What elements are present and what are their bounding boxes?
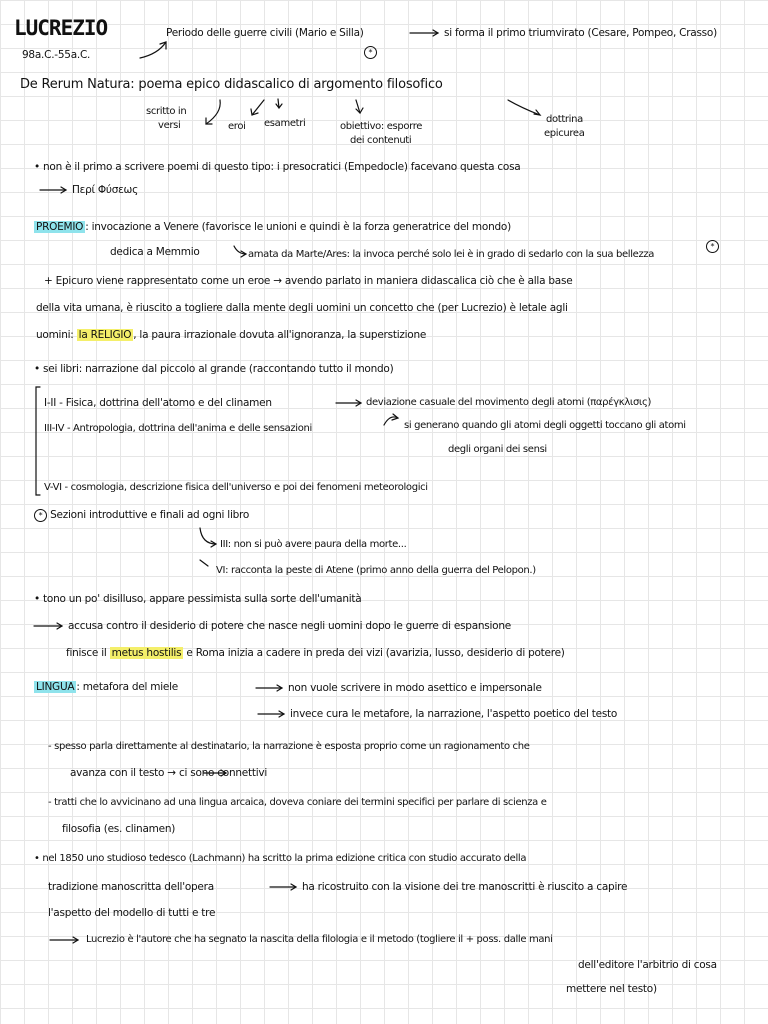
proemio-line xyxy=(34,220,511,234)
label-scritto: scritto in xyxy=(146,106,187,117)
proemio-text: : invocazione a Venere (favorisce le unioni e quindi è la forza generatrice del mondo) xyxy=(85,221,511,233)
deviazione-text: deviazione casuale del movimento degli atomi (παρέγκλισις) xyxy=(366,397,652,408)
label-obiettivo: obiettivo: esporre xyxy=(340,121,423,132)
star-note-marker: * xyxy=(364,42,377,61)
lachmann-line-1: • nel 1850 uno studioso tedesco (Lachmann) ha scritto la prima edizione critica con studio accurato della xyxy=(34,853,527,864)
sezioni-line: * Sezioni introduttive e finali ad ogni libro xyxy=(34,508,249,522)
lachmann-line-2: tradizione manoscritta dell'opera xyxy=(48,881,214,893)
amata-text: amata da Marte/Ares: la invoca perché solo lei è in grado di sedarlo con la sua bellezza xyxy=(248,249,655,260)
dates-text: 98a.C.-55a.C. xyxy=(22,49,91,61)
spesso-line-1: - spesso parla direttamente al destinatario, la narrazione è esposta proprio come un ragionamento che xyxy=(48,741,530,752)
tratti-line-2: filosofia (es. clinamen) xyxy=(62,823,176,835)
dedica-text: dedica a Memmio xyxy=(110,246,200,258)
page-title: LUCREZIO xyxy=(14,16,108,40)
vita-line: della vita umana, è riuscito a togliere dalla mente degli uomini un concetto che (per Lucrezio) è letale agli xyxy=(36,302,568,314)
triumvirato-text: si forma il primo triumvirato (Cesare, Pompeo, Crasso) xyxy=(444,27,717,39)
label-contenuti: dei contenuti xyxy=(350,135,412,146)
peri-physeos-line: Περί Φύσεως xyxy=(72,184,139,196)
lingua-tag: LINGUA xyxy=(36,681,75,693)
ricostruito-text: ha ricostruito con la visione dei tre manoscritti è riuscito a capire xyxy=(302,881,628,893)
periodo-text: Periodo delle guerre civili (Mario e Silla) xyxy=(166,27,364,39)
editore-line: dell'editore l'arbitrio di cosa xyxy=(578,959,717,971)
presocratici-line: • non è il primo a scrivere poemi di questo tipo: i presocratici (Empedocle) facevano questa cosa xyxy=(34,161,521,173)
label-epicurea: epicurea xyxy=(544,128,585,139)
accusa-line: accusa contro il desiderio di potere che nasce negli uomini dopo le guerre di espansione xyxy=(68,620,511,632)
star-note-marker-2: * xyxy=(706,236,719,255)
lingua-line: LINGUA : metafora del miele xyxy=(36,681,178,693)
libro-3-text: III: non si può avere paura della morte... xyxy=(220,539,407,550)
metus-line: finisce il metus hostilis e Roma inizia a cadere in preda dei vizi (avarizia, lusso, desiderio di potere) xyxy=(66,647,565,659)
opera-heading: De Rerum Natura: poema epico didascalico di argomento filosofico xyxy=(20,77,443,92)
sensazioni-text-1: si generano quando gli atomi degli oggetti toccano gli atomi xyxy=(404,420,686,431)
label-eroi: eroi xyxy=(228,121,246,132)
proemio-tag: PROEMIO xyxy=(36,221,84,233)
spesso-line-2: avanza con il testo → ci sono connettivi xyxy=(70,767,268,779)
libri-3-4: III-IV - Antropologia, dottrina dell'anima e delle sensazioni xyxy=(44,423,312,434)
testo-line: mettere nel testo) xyxy=(566,983,657,995)
religio-line: uomini: la RELIGIO , la paura irrazionale dovuta all'ignoranza, la superstizione xyxy=(36,329,427,341)
religio-highlight: la RELIGIO xyxy=(78,329,132,341)
metus-highlight: metus hostilis xyxy=(111,647,182,659)
libri-1-2: I-II - Fisica, dottrina dell'atomo e del clinamen xyxy=(44,397,272,409)
aspetto-line: l'aspetto del modello di tutti e tre xyxy=(48,907,216,919)
tratti-line-1: - tratti che lo avvicinano ad una lingua arcaica, doveva coniare dei termini specifici per parlare di scienza e xyxy=(48,797,547,808)
epicuro-line: + Epicuro viene rappresentato come un eroe → avendo parlato in maniera didascalica ciò che è alla base xyxy=(44,275,573,287)
libro-6-text: VI: racconta la peste di Atene (primo anno della guerra del Pelopon.) xyxy=(216,565,536,576)
tono-line: • tono un po' disilluso, appare pessimista sulla sorte dell'umanità xyxy=(34,593,362,605)
label-versi: versi xyxy=(158,120,181,131)
sensazioni-text-2: degli organi dei sensi xyxy=(448,444,547,455)
filologia-line: Lucrezio è l'autore che ha segnato la nascita della filologia e il metodo (togliere il + poss. dalle mani xyxy=(86,934,553,945)
label-dottrina: dottrina xyxy=(546,114,583,125)
libri-5-6: V-VI - cosmologia, descrizione fisica dell'universo e poi dei fenomeni meteorologici xyxy=(44,482,428,493)
invece-text: invece cura le metafore, la narrazione, l'aspetto poetico del testo xyxy=(290,708,618,720)
label-esametri: esametri xyxy=(264,118,306,129)
non-vuole-text: non vuole scrivere in modo asettico e impersonale xyxy=(288,682,542,694)
sei-libri-line: • sei libri: narrazione dal piccolo al grande (raccontando tutto il mondo) xyxy=(34,363,394,375)
